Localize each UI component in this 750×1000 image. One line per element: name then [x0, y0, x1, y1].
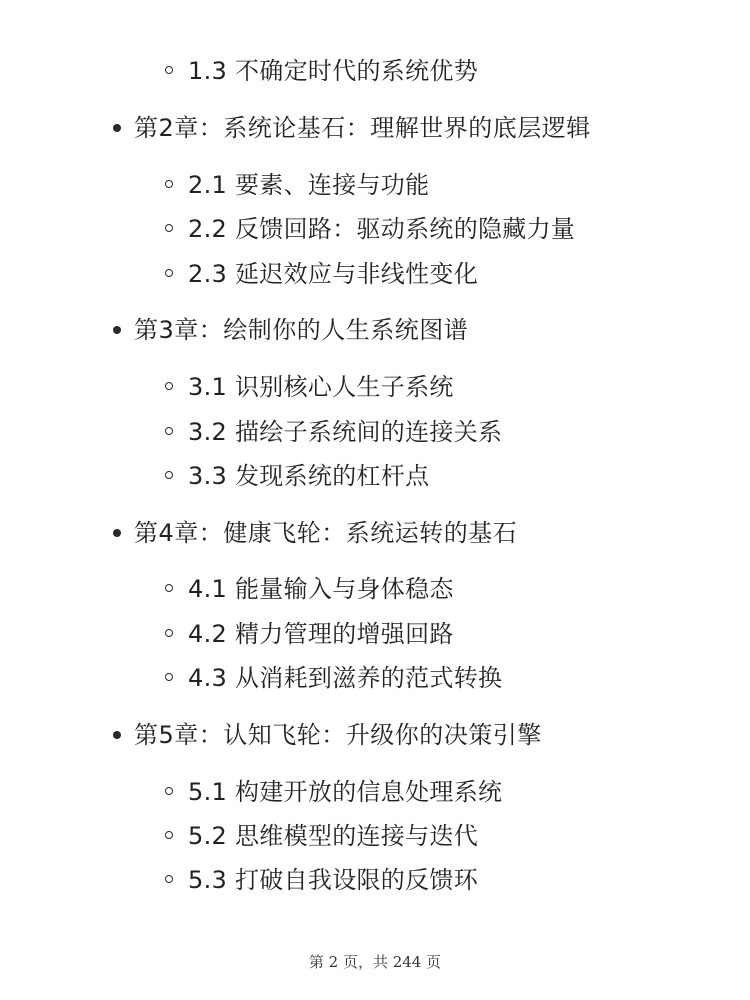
toc-section-text: 2.3 延迟效应与非线性变化: [188, 260, 478, 288]
toc-section-5-1: [0, 774, 750, 810]
hollow-circle-bullet-icon: [165, 382, 173, 390]
toc-section-text: 4.3 从消耗到滋养的范式转换: [188, 664, 503, 692]
hollow-circle-bullet-icon: [165, 180, 173, 188]
hollow-circle-bullet-icon: [165, 427, 173, 435]
toc-section-text: 5.3 打破自我设限的反馈环: [188, 866, 478, 894]
hollow-circle-bullet-icon: [165, 224, 173, 232]
toc-chapter-4: [0, 515, 750, 551]
toc-section-4-3: [0, 660, 750, 696]
hollow-circle-bullet-icon: [165, 787, 173, 795]
toc-section-text: 3.3 发现系统的杠杆点: [188, 462, 430, 490]
toc-section-5-2: [0, 818, 750, 854]
toc-section-text: 1.3 不确定时代的系统优势: [188, 57, 478, 85]
toc-section-4-1: [0, 571, 750, 607]
toc-section-3-3: [0, 458, 750, 494]
toc-section-4-2: [0, 616, 750, 652]
page-number-footer: 第 2 页，共 244 页: [308, 953, 442, 971]
toc-chapter-5: [0, 717, 750, 753]
filled-disc-bullet-icon: [113, 731, 121, 739]
hollow-circle-bullet-icon: [165, 471, 173, 479]
toc-chapter-text: 第3章：绘制你的人生系统图谱: [134, 316, 469, 344]
filled-disc-bullet-icon: [113, 529, 121, 537]
hollow-circle-bullet-icon: [165, 831, 173, 839]
toc-chapter-3: [0, 312, 750, 348]
toc-section-text: 5.1 构建开放的信息处理系统: [188, 778, 503, 806]
filled-disc-bullet-icon: [113, 326, 121, 334]
toc-section-text: 2.2 反馈回路：驱动系统的隐藏力量: [188, 215, 576, 243]
hollow-circle-bullet-icon: [165, 875, 173, 883]
toc-section-3-1: [0, 369, 750, 405]
toc-chapter-2: [0, 110, 750, 146]
hollow-circle-bullet-icon: [165, 584, 173, 592]
toc-chapter-text: 第2章：系统论基石：理解世界的底层逻辑: [134, 114, 591, 142]
toc-section-5-3: [0, 862, 750, 898]
toc-section-2-2: [0, 211, 750, 247]
hollow-circle-bullet-icon: [165, 269, 173, 277]
toc-chapter-text: 第5章：认知飞轮：升级你的决策引擎: [134, 721, 542, 749]
hollow-circle-bullet-icon: [165, 673, 173, 681]
toc-section-text: 2.1 要素、连接与功能: [188, 171, 430, 199]
toc-section-2-1: [0, 167, 750, 203]
toc-section-text: 4.1 能量输入与身体稳态: [188, 575, 454, 603]
toc-section-3-2: [0, 414, 750, 450]
hollow-circle-bullet-icon: [165, 66, 173, 74]
toc-section-text: 4.2 精力管理的增强回路: [188, 620, 454, 648]
toc-section-text: 3.2 描绘子系统间的连接关系: [188, 418, 503, 446]
toc-section-text: 3.1 识别核心人生子系统: [188, 373, 454, 401]
toc-section-2-3: [0, 256, 750, 292]
toc-chapter-text: 第4章：健康飞轮：系统运转的基石: [134, 519, 518, 547]
toc-section-text: 5.2 思维模型的连接与迭代: [188, 822, 478, 850]
hollow-circle-bullet-icon: [165, 629, 173, 637]
filled-disc-bullet-icon: [113, 124, 121, 132]
toc-section-1-3: [0, 53, 750, 89]
